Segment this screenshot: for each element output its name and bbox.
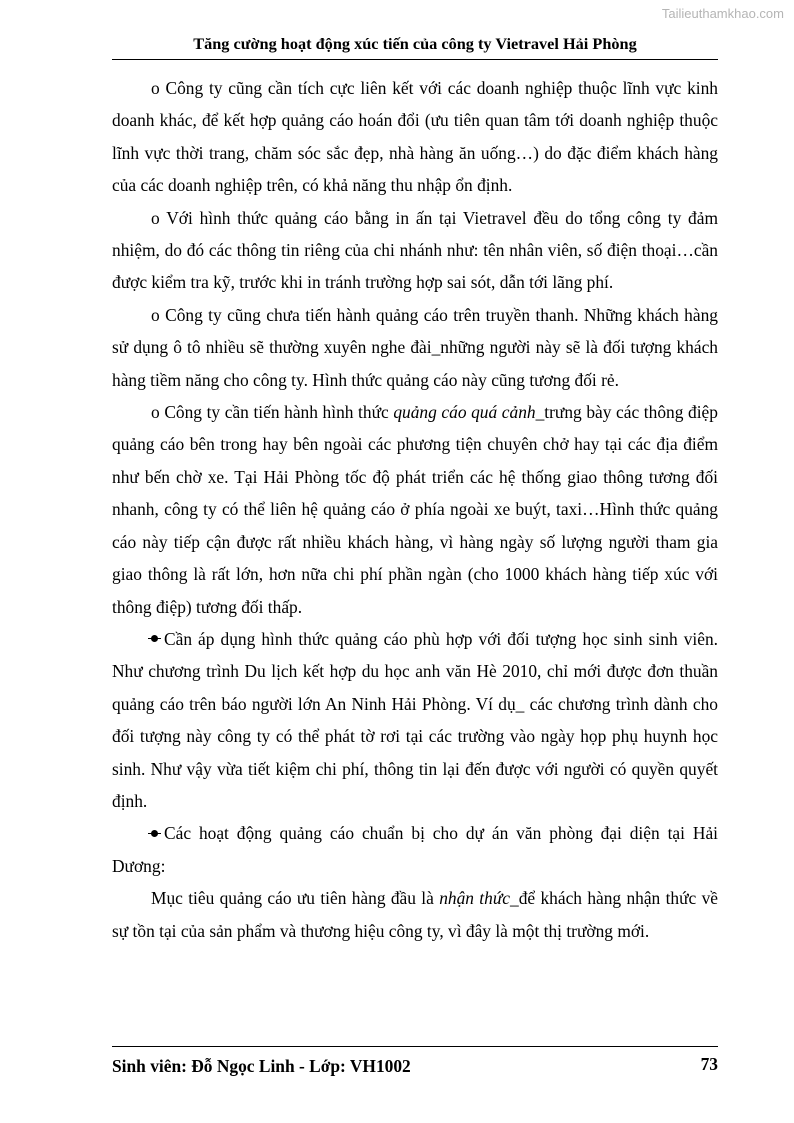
header-divider — [112, 59, 718, 60]
italic-term: nhận thức — [439, 888, 511, 909]
circle-bullet-icon: o — [151, 402, 160, 423]
disc-bullet-icon — [151, 635, 158, 642]
watermark: Tailieuthamkhao.com — [661, 6, 784, 21]
paragraph-text: Công ty cũng cần tích cực liên kết với các doanh nghiệp thuộc lĩnh vực kinh doanh khác, để kết hợp quảng cáo hoán đổi (ưu tiên quan tâm tới doanh nghiệp thuộc lĩnh vực thời trang, chăm sóc sắc đẹp, nhà hàng ăn uống…) do đặc điểm khách hàng của các doanh nghiệp trên, có khả năng thu nhập ổn định. — [112, 78, 718, 196]
paragraph-3 — [112, 299, 718, 396]
paragraph-text: Với hình thức quảng cáo bằng in ấn tại Vietravel đều do tổng công ty đảm nhiệm, do đó các thông tin riêng của chi nhánh như: tên nhân viên, số điện thoại…cần được kiểm tra kỹ, trước khi in tránh trường hợp sai sót, dẫn tới lãng phí. — [112, 207, 718, 293]
paragraph-text-continued: _trưng bày các thông điệp quảng cáo bên trong hay bên ngoài các phương tiện chuyên chở hay tại các địa điểm như bến chờ xe. Tại Hải Phòng tốc độ phát triển các hệ thống giao thông tương đối nhanh, công ty có thể liên hệ quảng cáo ở phía ngoài xe buýt, taxi…Hình thức quảng cáo này tiếp cận được rất nhiều khách hàng, vì hàng ngày số lượng người tham gia giao thông là rất lớn, hơn nữa chi phí phần ngàn (cho 1000 khách hàng tiếp xúc với thông điệp) tương đối thấp. — [112, 402, 718, 617]
paragraph-text: Các hoạt động quảng cáo chuẩn bị cho dự án văn phòng đại diện tại Hải Dương: — [112, 823, 718, 876]
italic-term: quảng cáo quá cảnh — [393, 402, 536, 423]
page-number: 73 — [700, 1054, 718, 1074]
document-body — [112, 72, 718, 947]
paragraph-5 — [112, 623, 718, 817]
footer-student-info: Sinh viên: Đỗ Ngọc Linh - Lớp: VH1002 — [112, 1056, 411, 1076]
paragraph-2 — [112, 202, 718, 299]
paragraph-text: Công ty cần tiến hành hình thức — [164, 402, 394, 423]
page-header: Tăng cường hoạt động xúc tiến của công ty Vietravel Hải Phòng — [193, 34, 637, 53]
paragraph-6 — [112, 817, 718, 882]
paragraph-text: Mục tiêu quảng cáo ưu tiên hàng đầu là — [151, 888, 440, 909]
disc-bullet-icon — [151, 830, 158, 837]
paragraph-text: Công ty cũng chưa tiến hành quảng cáo trên truyền thanh. Những khách hàng sử dụng ô tô nhiều sẽ thường xuyên nghe đài_những người này sẽ là đối tượng khách hàng tiềm năng cho công ty. Hình thức quảng cáo này cũng tương đối rẻ. — [112, 304, 718, 390]
paragraph-4 — [112, 396, 718, 623]
circle-bullet-icon: o — [151, 207, 160, 228]
paragraph-7 — [112, 882, 718, 947]
circle-bullet-icon: o — [151, 304, 160, 325]
paragraph-text-continued: _để khách hàng nhận thức về sự tồn tại của sản phẩm và thương hiệu công ty, vì đây là một thị trường mới. — [112, 888, 718, 941]
paragraph-text: Cần áp dụng hình thức quảng cáo phù hợp với đối tượng học sinh sinh viên. Như chương trình Du lịch kết hợp du học anh văn Hè 2010, chỉ mới được đơn thuần quảng cáo trên báo người lớn An Ninh Hải Phòng. Ví dụ_ các chương trình dành cho đối tượng này công ty có thể phát tờ rơi tại các trường vào ngày họp phụ huynh học sinh. Như vậy vừa tiết kiệm chi phí, thông tin lại đến được với người có quyền quyết định. — [112, 628, 718, 811]
footer-divider — [112, 1046, 718, 1047]
circle-bullet-icon: o — [151, 78, 160, 98]
page-footer — [112, 1055, 718, 1077]
paragraph-1 — [112, 72, 718, 202]
